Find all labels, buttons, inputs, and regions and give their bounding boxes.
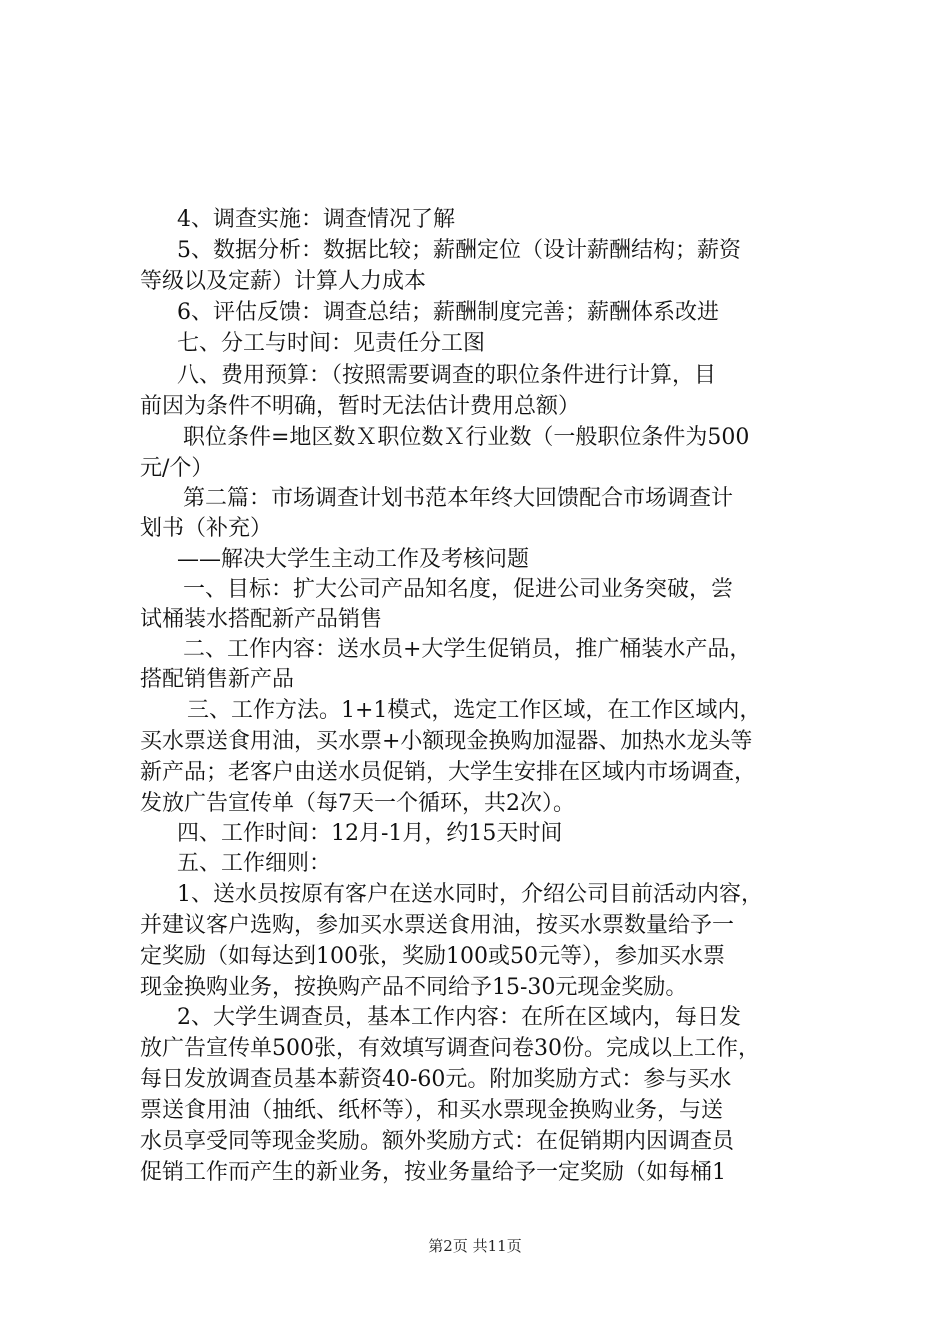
text-line: ——解决大学生主动工作及考核问题 (177, 547, 530, 572)
text-line: 6、评估反馈：调查总结；薪酬制度完善；薪酬体系改进 (177, 300, 719, 325)
text-line: 划书（补充） (140, 516, 273, 541)
text-line: 试桶装水搭配新产品销售 (140, 607, 383, 632)
text-line: 五、工作细则： (177, 851, 332, 876)
text-line: 职位条件=地区数Ｘ职位数Ｘ行业数（一般职位条件为500 (183, 425, 750, 450)
text-line: 四、工作时间：12月-1月，约15天时间 (177, 821, 563, 846)
text-line: 新产品；老客户由送水员促销，大学生安排在区域内市场调查， (140, 760, 757, 785)
text-line: 三、工作方法。1+1模式，选定工作区域，在工作区域内， (187, 698, 762, 723)
text-line: 水员享受同等现金奖励。额外奖励方式：在促销期内因调查员 (140, 1129, 735, 1154)
text-line: 等级以及定薪）计算人力成本 (140, 269, 427, 294)
text-line: 二、工作内容：送水员+大学生促销员，推广桶装水产品， (183, 637, 752, 662)
text-line: 元/个） (140, 456, 214, 481)
text-line: 1、送水员按原有客户在送水同时，介绍公司目前活动内容， (177, 882, 763, 907)
text-line: 5、数据分析：数据比较；薪酬定位（设计薪酬结构；薪资 (177, 238, 741, 263)
page-number: 第2页 共11页 (428, 1237, 522, 1255)
text-line: 4、调查实施：调查情况了解 (177, 207, 455, 232)
text-line: 买水票送食用油，买水票+小额现金换购加湿器、加热水龙头等 (140, 729, 753, 754)
text-line: 促销工作而产生的新业务，按业务量给予一定奖励（如每桶1 (140, 1160, 726, 1185)
text-line: 2、大学生调查员，基本工作内容：在所在区域内，每日发 (177, 1005, 741, 1030)
text-line: 第二篇：市场调查计划书范本年终大回馈配合市场调查计 (183, 486, 734, 511)
text-line: 放广告宣传单500张，有效填写调查问卷30份。完成以上工作， (140, 1036, 760, 1061)
text-line: 发放广告宣传单（每7天一个循环，共2次）。 (140, 791, 575, 816)
text-line: 现金换购业务，按换购产品不同给予15-30元现金奖励。 (140, 975, 688, 1000)
text-line: 八、费用预算：（按照需要调查的职位条件进行计算，目 (177, 363, 717, 388)
text-line: 一、目标：扩大公司产品知名度，促进公司业务突破，尝 (183, 577, 734, 602)
text-line: 前因为条件不明确，暂时无法估计费用总额） (140, 394, 581, 419)
text-line: 票送食用油（抽纸、纸杯等），和买水票现金换购业务，与送 (140, 1098, 724, 1123)
text-line: 并建议客户选购，参加买水票送食用油，按买水票数量给予一 (140, 913, 735, 938)
text-line: 定奖励（如每达到100张，奖励100或50元等），参加买水票 (140, 944, 725, 969)
text-line: 七、分工与时间：见责任分工图 (177, 331, 486, 356)
text-line: 每日发放调查员基本薪资40-60元。附加奖励方式：参与买水 (140, 1067, 732, 1092)
text-line: 搭配销售新产品 (140, 667, 295, 692)
